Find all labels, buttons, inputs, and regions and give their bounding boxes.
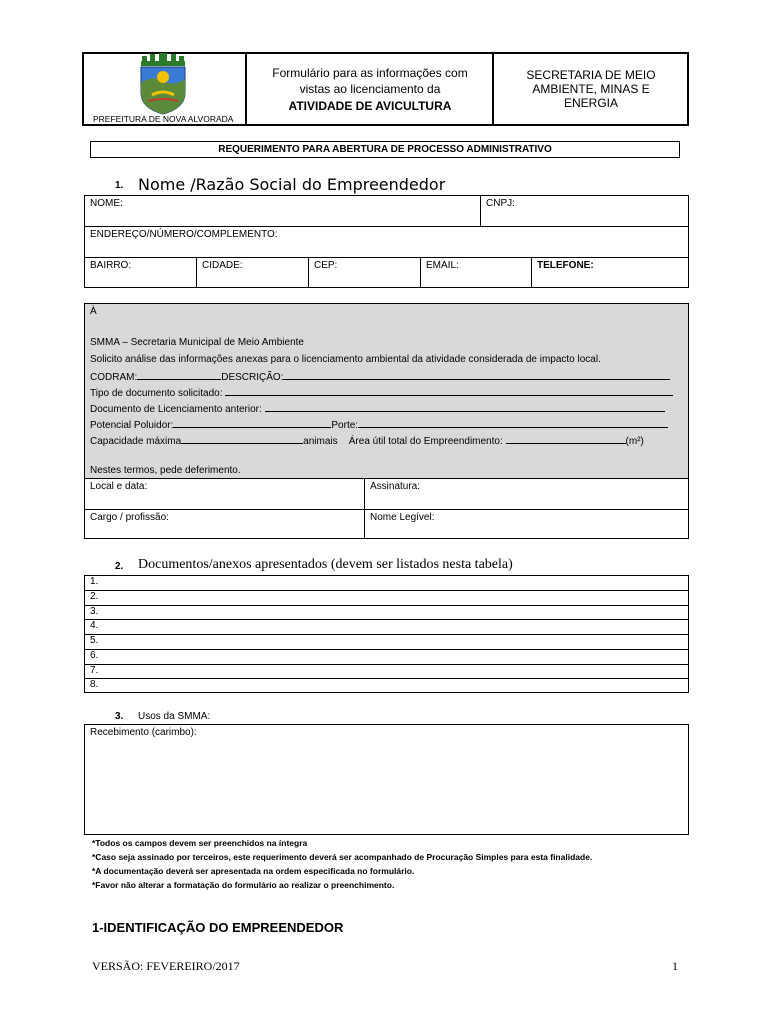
area-label: Área útil total do Empreendimento: — [348, 436, 503, 447]
capacidade-label: Capacidade máxima — [90, 436, 182, 447]
codram-label: CODRAM: — [90, 372, 138, 383]
section3-number: 3. — [115, 711, 124, 722]
descricao-label: DESCRIÇÃO: — [221, 372, 284, 383]
assinatura-field[interactable]: Assinatura: — [370, 481, 421, 492]
cep-field[interactable]: CEP: — [314, 260, 338, 271]
doc-anterior-row — [90, 402, 665, 415]
form-title-line3: ATIVIDADE DE AVICULTURA — [288, 99, 452, 113]
cnpj-field[interactable]: CNPJ: — [486, 198, 515, 209]
tipo-line[interactable] — [225, 386, 673, 396]
document-row[interactable]: 4. — [90, 620, 99, 632]
animais-label: animais — [303, 436, 338, 447]
m2-label: (m²) — [625, 436, 644, 447]
request-solicito: Solicito análise das informações anexas para o licenciamento ambiental da atividade considerada de impacto local. — [90, 354, 601, 365]
descricao-line[interactable] — [283, 370, 670, 380]
nome-legivel-field[interactable]: Nome Legível: — [370, 512, 435, 523]
potencial-line[interactable] — [173, 418, 331, 428]
note-4: *Favor não alterar a formatação do formulário ao realizar o preenchimento. — [92, 880, 395, 890]
document-row[interactable]: 1. — [90, 576, 99, 587]
section1-title: Nome /Razão Social do Empreendedor — [138, 175, 446, 194]
secretaria-line1: SECRETARIA DE MEIO — [526, 68, 656, 82]
porte-label: Porte: — [331, 420, 359, 431]
nome-field[interactable]: NOME: — [90, 198, 123, 209]
document-row[interactable]: 7. — [90, 664, 99, 676]
porte-line[interactable] — [358, 418, 668, 428]
secretaria-line3: ENERGIA — [563, 96, 618, 110]
codram-row — [90, 370, 670, 383]
document-row[interactable]: 2. — [90, 590, 99, 602]
document-row[interactable]: 6. — [90, 649, 99, 661]
section2-number: 2. — [115, 561, 124, 572]
header-divider-1 — [245, 53, 247, 125]
municipal-coat-of-arms-logo — [138, 53, 188, 115]
codram-line[interactable] — [137, 370, 221, 380]
local-data-field[interactable]: Local e data: — [90, 481, 148, 492]
endereco-field[interactable]: ENDEREÇO/NÚMERO/COMPLEMENTO: — [90, 229, 278, 240]
capacidade-line[interactable] — [181, 434, 303, 444]
form-title-line1: Formulário para as informações com — [272, 66, 468, 80]
telefone-field[interactable]: TELEFONE: — [537, 260, 594, 271]
doc-anterior-line[interactable] — [265, 402, 665, 412]
document-row[interactable]: 3. — [90, 605, 99, 617]
requerimento-title: REQUERIMENTO PARA ABERTURA DE PROCESSO ADMINISTRATIVO — [218, 144, 552, 155]
request-smma: SMMA – Secretaria Municipal de Meio Ambiente — [90, 337, 304, 348]
doc-anterior-label: Documento de Licenciamento anterior: — [90, 404, 262, 415]
note-1: *Todos os campos devem ser preenchidos na íntegra — [92, 838, 308, 848]
section2-title: Documentos/anexos apresentados (devem ser listados nesta tabela) — [138, 557, 513, 572]
potencial-label: Potencial Poluidor: — [90, 420, 174, 431]
section1-number: 1. — [115, 180, 124, 191]
footer-version: VERSÃO: FEVEREIRO/2017 — [92, 959, 240, 973]
recebimento-label[interactable]: Recebimento (carimbo): — [90, 727, 197, 738]
identificacao-heading: 1-IDENTIFICAÇÃO DO EMPREENDEDOR — [92, 920, 344, 935]
bairro-field[interactable]: BAIRRO: — [90, 260, 132, 271]
capacidade-row — [90, 434, 644, 447]
document-row[interactable]: 8. — [90, 679, 99, 691]
section3-title: Usos da SMMA: — [138, 711, 211, 722]
empreendedor-table — [84, 195, 689, 288]
tipo-label: Tipo de documento solicitado: — [90, 388, 223, 399]
request-nestes: Nestes termos, pede deferimento. — [90, 465, 241, 476]
note-3: *A documentação deverá ser apresentada na ordem especificada no formulário. — [92, 866, 415, 876]
note-2: *Caso seja assinado por terceiros, este requerimento deverá ser acompanhado de Procuração Simples para esta finalidade. — [92, 852, 593, 862]
potencial-row — [90, 418, 668, 431]
secretaria-line2: AMBIENTE, MINAS E — [532, 82, 650, 96]
tipo-row — [90, 386, 673, 399]
form-title-line2: vistas ao licenciamento da — [299, 82, 441, 96]
email-field[interactable]: EMAIL: — [426, 260, 459, 271]
page-number: 1 — [672, 959, 678, 973]
request-a: À — [90, 306, 97, 317]
cidade-field[interactable]: CIDADE: — [202, 260, 243, 271]
recebimento-box — [84, 724, 689, 835]
cargo-field[interactable]: Cargo / profissão: — [90, 512, 169, 523]
document-row[interactable]: 5. — [90, 635, 99, 646]
area-line[interactable] — [506, 434, 626, 444]
municipality-name: PREFEITURA DE NOVA ALVORADA — [93, 114, 234, 124]
